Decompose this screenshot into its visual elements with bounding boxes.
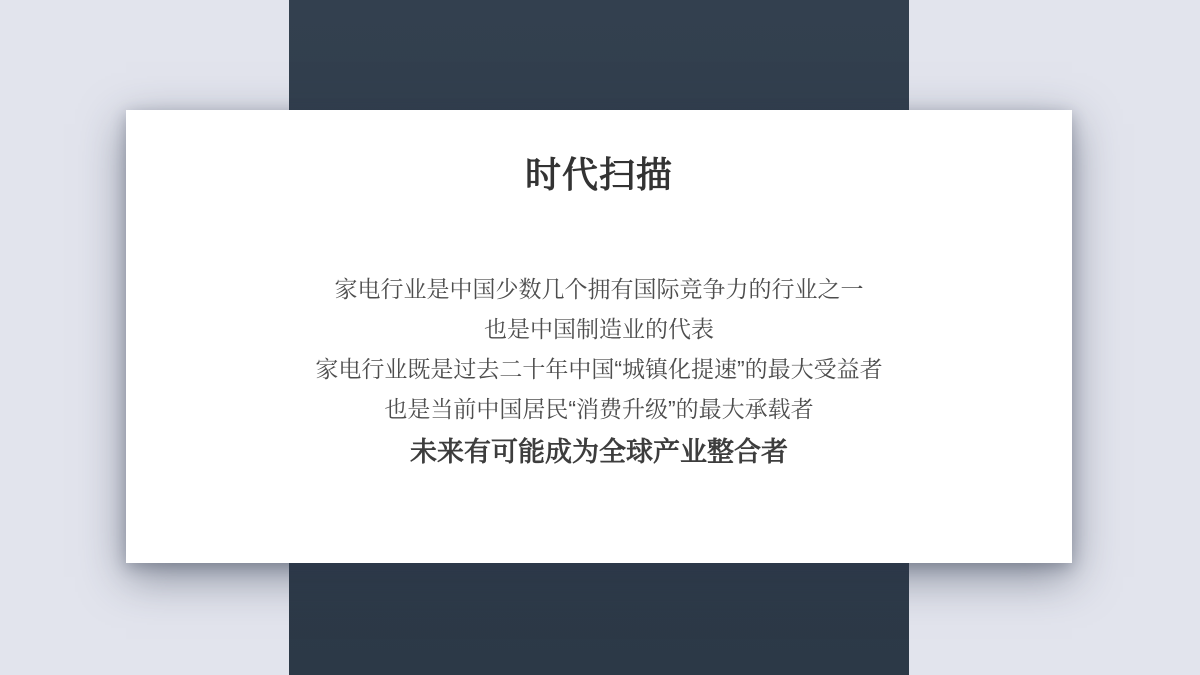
body-line: 家电行业既是过去二十年中国“城镇化提速”的最大受益者 xyxy=(315,356,883,382)
slide-title: 时代扫描 xyxy=(524,154,673,195)
body-line: 家电行业是中国少数几个拥有国际竞争力的行业之一 xyxy=(334,276,864,302)
body-text-block xyxy=(126,269,1072,429)
body-line: 也是当前中国居民“消费升级”的最大承载者 xyxy=(384,396,814,422)
emphasis-line: 未来有可能成为全球产业整合者 xyxy=(410,437,788,467)
slide-card xyxy=(126,110,1072,563)
body-line: 也是中国制造业的代表 xyxy=(484,316,714,342)
